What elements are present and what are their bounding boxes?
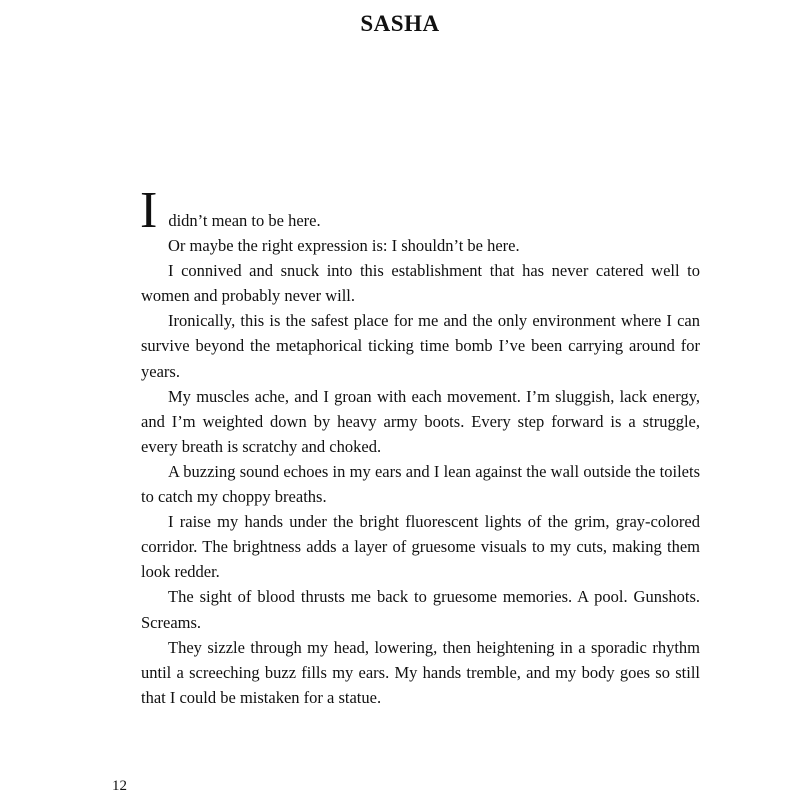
paragraph-2: Or maybe the right expression is: I shouldn’t be here. bbox=[168, 236, 520, 256]
paragraph-1-text: didn’t mean to be here. bbox=[168, 211, 321, 230]
paragraph-7: I raise my hands under the bright fluorescent lights of the grim, gray-colored corridor. The brightness adds a layer of gruesome visuals to my cuts, making them look redder. bbox=[141, 512, 700, 582]
chapter-title: SASHA bbox=[360, 11, 440, 36]
paragraph-3: I connived and snuck into this establishment that has never catered well to women and probably never will. bbox=[141, 261, 700, 306]
chapter-body bbox=[140, 182, 700, 710]
paragraph-6: A buzzing sound echoes in my ears and I lean against the wall outside the toilets to catch my choppy breaths. bbox=[141, 461, 700, 507]
paragraph-9: They sizzle through my head, lowering, then heightening in a sporadic rhythm until a screeching buzz fills my ears. My hands tremble, and my body goes so still that I could be mistaken for a statue. bbox=[141, 637, 700, 707]
paragraph-4: Ironically, this is the safest place for me and the only environment where I can survive beyond the metaphorical ticking time bomb I’ve been carrying around for years. bbox=[141, 311, 700, 381]
paragraph-5: My muscles ache, and I groan with each movement. I’m sluggish, lack energy, and I’m weighted down by heavy army boots. Every step forward is a struggle, every breath is scratchy and choked. bbox=[141, 386, 700, 456]
paragraph-8: The sight of blood thrusts me back to gruesome memories. A pool. Gunshots. Screams. bbox=[141, 587, 700, 632]
drop-cap: I bbox=[140, 182, 158, 239]
page-number: 12 bbox=[112, 778, 127, 794]
paragraph-1 bbox=[140, 182, 700, 239]
